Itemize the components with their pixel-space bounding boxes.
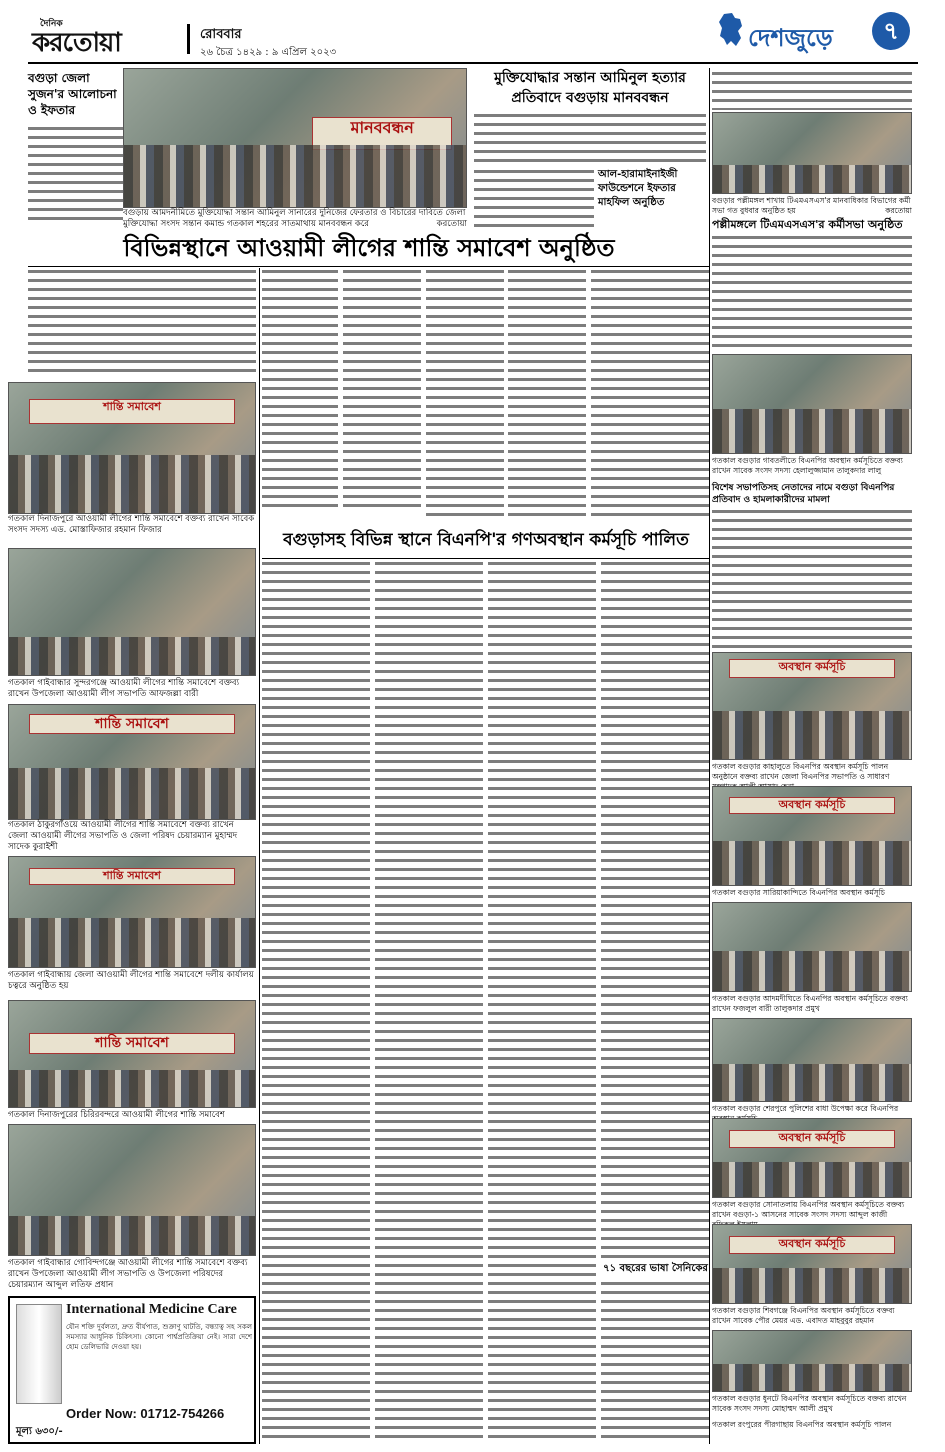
story-col-d xyxy=(508,268,586,518)
bnp-col-1 xyxy=(262,560,370,1444)
photo-adamdighi xyxy=(712,902,912,992)
photo-sonatala: অবস্থান কর্মসূচি xyxy=(712,1118,912,1198)
story-col-e xyxy=(591,268,710,518)
bnp-col-2 xyxy=(375,560,483,1444)
photo-sariakandi: অবস্থান কর্মসূচি xyxy=(712,786,912,886)
story-title-sujan: বগুড়া জেলা সুজন'র আলোচনা ও ইফতার xyxy=(28,71,117,117)
column-rule-2 xyxy=(709,68,710,1444)
photo-gaibandha: শান্তি সমাবেশ xyxy=(8,856,256,968)
photo-shibganj: অবস্থান কর্মসূচি xyxy=(712,1224,912,1304)
photo-sundarganj xyxy=(8,548,256,676)
photo-dhunat xyxy=(712,1330,912,1392)
ad-international-medicine-care xyxy=(8,1296,256,1444)
caption-left-2: গতকাল গাইবান্ধার সুন্দরগঞ্জে আওয়ামী লীগের শান্তি সমাবেশে বক্তব্য রাখেন উপজেলা আওয়ামী লীগ সভাপতি আফজল্লা বারী xyxy=(8,678,240,699)
photo-chirirbandar: শান্তি সমাবেশ xyxy=(8,1000,256,1108)
issue-date: ২৬ চৈত্র ১৪২৯ : ৯ এপ্রিল ২০২৩ xyxy=(200,47,337,58)
ad-title: International Medicine Care xyxy=(66,1302,237,1317)
headline-rule xyxy=(28,266,710,267)
caption-right-3: গতকাল বগুড়ার সারিয়াকান্দিতে বিএনপির অবস্থান কর্মসূচি xyxy=(712,888,885,897)
story-headline-tmss: পল্লীমঙ্গলে টিএমএসএস'র কর্মীসভা অনুষ্ঠিত xyxy=(712,218,903,231)
ad-body: যৌন শক্তি দুর্বলতা, দ্রুত বীর্যপাত, শুক্রাণু ঘাটতি, বন্ধ্যাত্ব সহ সকল সমস্যার আধুনিক চিকিৎসা। কোনো পার্শ্বপ্রতিক্রিয়া নেই। সারা দেশে হোম ডেলিভারি দেওয়া হয়। xyxy=(66,1323,252,1351)
story-body-aminul xyxy=(474,112,706,168)
photo-banner: মানববন্ধন xyxy=(312,117,452,149)
story-subhead-iftar: আল-হারামাইনাইজী ফাউন্ডেশনে ইফতার মাহফিল অনুষ্ঠিত xyxy=(598,169,678,208)
caption-left-4: গতকাল গাইবান্ধায় জেলা আওয়ামী লীগের শান্তি সমাবেশে দলীয় কার্যালয় চত্বরে অনুষ্ঠিত হয় xyxy=(8,970,254,991)
caption-left-5: গতকাল দিনাজপুরের চিরিরবন্দরে আওয়ামী লীগের শান্তি সমাবেশ xyxy=(8,1110,225,1120)
masthead-divider xyxy=(187,24,190,54)
bangladesh-map-icon xyxy=(718,12,744,48)
issue-day: রোববার xyxy=(200,27,242,42)
photo-sherpur xyxy=(712,1018,912,1102)
story-col-b xyxy=(343,268,421,508)
subhead-language-veteran: ৭১ বছরের ভাষা সৈনিকের xyxy=(603,1263,708,1274)
story-col-a xyxy=(262,268,338,508)
logo-small: দৈনিক xyxy=(40,19,63,29)
caption-right-7: গতকাল বগুড়ার শিবগঞ্জে বিএনপির অবস্থান কর্মসূচিতে বক্তব্য রাখেন সাবেক পৌর মেয়র এড. এবাদত মাহবুবুর রহমান xyxy=(712,1306,895,1325)
caption-right-1: গতকাল বগুড়ার গাবতলীতে বিএনপির অবস্থান কর্মসূচিতে বক্তব্য রাখেন সাবেক সংসদ সদস্য হেলালুজ্জামান তালুকদার লালু xyxy=(712,456,903,475)
ad-price: মূল্য ৬৩০/- xyxy=(16,1426,63,1437)
photo-thakurgaon: শান্তি সমাবেশ xyxy=(8,704,256,820)
second-headline: বগুড়াসহ বিভিন্ন স্থানে বিএনপি'র গণঅবস্থান কর্মসূচি পালিত xyxy=(283,530,689,550)
caption-left-6: গতকাল গাইবান্ধার গোবিন্দগঞ্জে আওয়ামী লীগের শান্তি সমাবেশে বক্তব্য রাখেন উপজেলা আওয়ামী লীগ সভাপতি ও উপজেলা পরিষদের চেয়ারম্যান আব্দুল লতিফ প্রধান xyxy=(8,1258,248,1290)
story-body-col4-top xyxy=(712,70,912,110)
masthead-rule xyxy=(28,62,918,64)
second-headline-rule xyxy=(262,558,710,559)
caption-text: বগুড়ায় আমদনীমিতে মুক্তিযোদ্ধা সন্তান আমিনুল সানারের দুনিজের ফেরতার ও বিচারের দাবিতে জেলা মুক্তিযোদ্ধা সংসদ সন্তান কমান্ড গতকাল শহরের সাতমাথায় মানববন্ধন করে xyxy=(123,208,466,229)
caption-left-3: গতকাল ঠাকুরগাঁওয়ে আওয়ামী লীগের শান্তি সমাবেশে বক্তব্য রাখেন জেলা আওয়ামী লীগের সভাপতি ও জেলা পরিষদ চেয়ারম্যান মুহাম্মদ সাদেক কুরাইশী xyxy=(8,820,238,852)
photo-gobindaganj xyxy=(8,1124,256,1256)
bnp-col-4 xyxy=(601,560,710,1260)
caption-right-5: গতকাল বগুড়ার শেরপুরে পুলিশের বাধা উপেক্ষা করে বিএনপির xyxy=(712,1104,899,1113)
story-body-iftar xyxy=(474,168,594,232)
caption-right-4: গতকাল বগুড়ার আদমদীঘিতে বিএনপির অবস্থান কর্মসূচিতে বক্তব্য রাখেন ফজলুল বারী তালুকদার প্রমুখ xyxy=(712,994,908,1013)
ad-order-number[interactable]: Order Now: 01712-754266 xyxy=(66,1406,225,1421)
photo-dinajpur-rally: শান্তি সমাবেশ xyxy=(8,382,256,514)
bnp-col-3 xyxy=(488,560,596,1444)
caption-tmss: বগুড়ার পল্লীমঙ্গল শাখায় টিএমএসএস'র মানবাধিকার বিভাগের কর্মী সভা গত বুধবার অনুষ্ঠিত হয় করতোয়া xyxy=(712,196,912,215)
page-number: ৭ xyxy=(872,12,910,50)
masthead xyxy=(0,0,945,64)
photo-human-chain xyxy=(123,68,467,208)
story-headline-aminul: মুক্তিযোদ্ধার সন্তান আমিনুল হত্যার প্রতিবাদে বগুড়ায় মানববন্ধন xyxy=(494,70,686,106)
story-body-right-2 xyxy=(712,508,912,648)
story-body-tmss xyxy=(712,234,912,350)
bnp-col-4b xyxy=(601,1280,710,1444)
photo-tmss-meeting xyxy=(712,112,912,194)
ad-product-image xyxy=(16,1304,62,1404)
caption-right-8: গতকাল বগুড়ার ধুনটে বিএনপির অবস্থান কর্মসূচিতে বক্তব্য রাখেন সাবেক সংসদ সদস্য মোহাম্মদ আলী প্রমুখ xyxy=(712,1394,907,1413)
column-rule-1 xyxy=(259,268,260,1444)
caption-right-6: গতকাল বগুড়ার সোনাতলায় বিএনপির অবস্থান কর্মসূচিতে বক্তব্য রাখেন বগুড়া-১ আসনের সাবেক সংসদ সদস্য আব্দুল কাজী xyxy=(712,1200,905,1219)
caption-left-1: গতকাল দিনাজপুরে আওয়ামী লীগের শান্তি সমাবেশে বক্তব্য রাখেন সাবেক সংসদ সদস্য এড. মোস্তাফিজার রহমান ফিজার xyxy=(8,514,255,535)
main-headline: বিভিন্নস্থানে আওয়ামী লীগের শান্তি সমাবেশ অনুষ্ঠিত xyxy=(123,234,615,262)
caption-human-chain xyxy=(123,208,467,232)
newspaper-logo: করতোয়া xyxy=(32,28,121,58)
story-body-sujan xyxy=(28,125,123,220)
caption-right-9: গতকাল রংপুরের পীরগাছায় বিএনপির অবস্থান কর্মসূচি পালন xyxy=(712,1420,892,1429)
subhead-bnp-protest: বিশেষ সভাপতিসহ নেতাদের নামে বগুড়া বিএনপির প্রতিবাদ ও হামলাকারীদের মামলা xyxy=(712,483,895,505)
story-col-c xyxy=(426,268,504,518)
photo-kahaloo: অবস্থান কর্মসূচি xyxy=(712,652,912,760)
photo-gabtali xyxy=(712,354,912,454)
caption-right-2: গতকাল বগুড়ার কাহালুতে বিএনপির অবস্থান কর্মসূচি পালন অনুষ্ঠানে বক্তব্য রাখেন জেলা বিএনপির সভাপতি ও সাধারণ xyxy=(712,762,890,781)
story-body-awami-lead xyxy=(28,268,256,378)
section-title: দেশজুড়ে xyxy=(748,24,833,52)
caption-credit: করতোয়া xyxy=(436,219,467,229)
